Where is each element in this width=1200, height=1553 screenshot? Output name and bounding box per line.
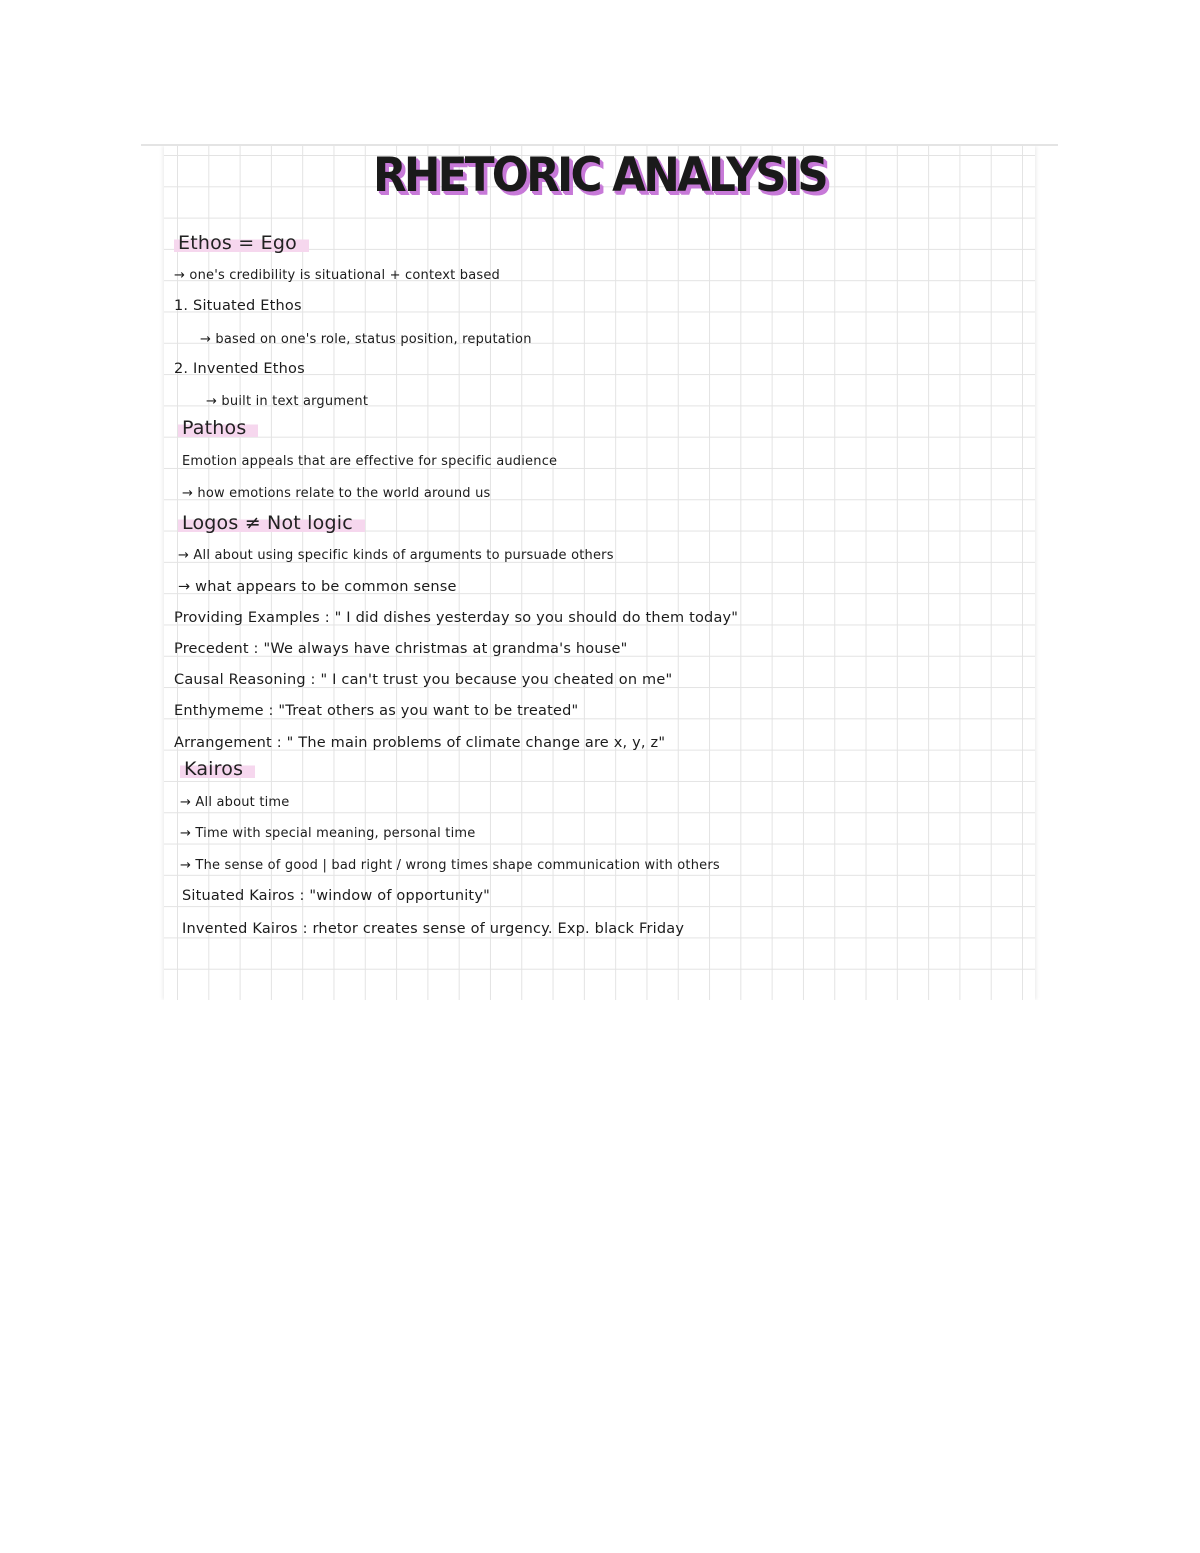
note-line: → based on one's role, status position, reputation [200,332,532,347]
note-line: Invented Kairos : rhetor creates sense of urgency. Exp. black Friday [182,921,685,937]
note-line: → All about using specific kinds of arguments to pursuade others [178,548,614,563]
note-line: → Time with special meaning, personal time [180,826,476,841]
heading-pathos: Pathos [178,417,258,439]
heading-ethos: Ethos = Ego [174,232,309,254]
note-line: → what appears to be common sense [178,579,457,595]
notebook-page [141,144,1058,1000]
note-line: → The sense of good | bad right / wrong times shape communication with others [180,858,720,873]
note-line: Enthymeme : "Treat others as you want to be treated" [174,703,579,719]
note-line: Situated Kairos : "window of opportunity" [182,888,490,904]
note-line: Providing Examples : " I did dishes yesterday so you should do them today" [174,610,739,626]
note-line: 1. Situated Ethos [174,298,302,314]
note-line: Precedent : "We always have christmas at grandma's house" [174,641,628,657]
note-line: → All about time [180,795,290,810]
heading-kairos: Kairos [180,758,255,780]
note-line: → built in text argument [206,394,369,409]
note-line: Causal Reasoning : " I can't trust you because you cheated on me" [174,672,673,688]
page-title: RHETORIC ANALYSIS [372,148,827,203]
note-line: 2. Invented Ethos [174,361,305,377]
note-line: → one's credibility is situational + context based [174,268,500,283]
note-line: Emotion appeals that are effective for specific audience [182,454,558,469]
note-line: Arrangement : " The main problems of climate change are x, y, z" [174,735,666,751]
grid-paper [164,146,1035,1000]
note-line: → how emotions relate to the world around us [182,486,491,501]
heading-logos: Logos ≠ Not logic [178,512,365,534]
